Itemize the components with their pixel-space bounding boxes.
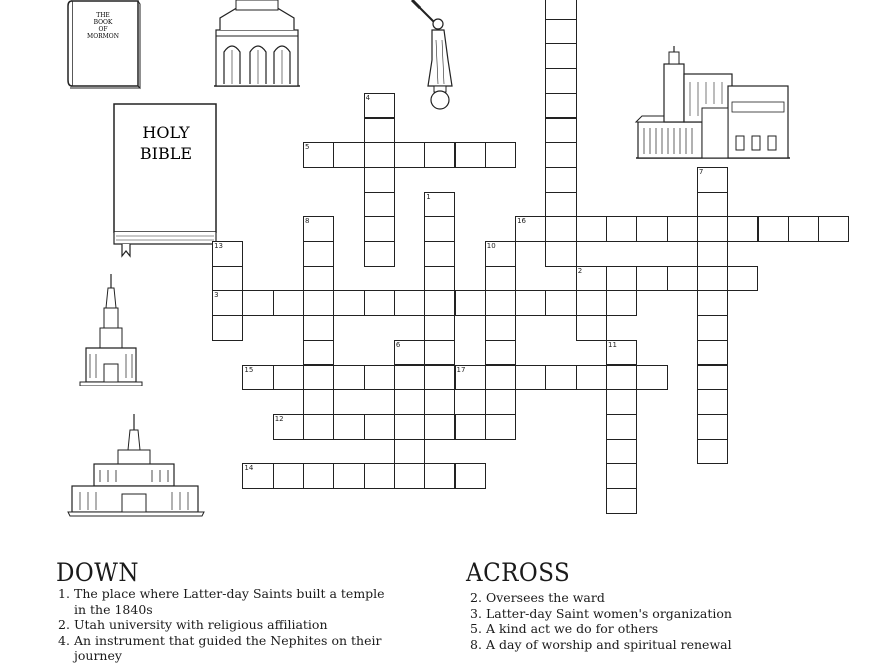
bible-title-line: BIBLE xyxy=(139,144,193,163)
crossword-cell[interactable] xyxy=(424,266,455,292)
clue-item xyxy=(58,617,398,633)
crossword-cell[interactable] xyxy=(333,142,364,168)
crossword-cell[interactable] xyxy=(606,266,637,292)
crossword-cell[interactable] xyxy=(697,439,728,465)
crossword-cell[interactable] xyxy=(545,216,576,242)
clue-number-label: 7 xyxy=(698,167,704,176)
crossword-cell[interactable] xyxy=(424,365,455,391)
clue-number-label: 10 xyxy=(486,242,496,250)
crossword-cell[interactable] xyxy=(515,216,546,242)
crossword-cell[interactable] xyxy=(364,414,395,440)
crossword-cell[interactable] xyxy=(303,463,334,489)
crossword-cell[interactable] xyxy=(545,241,576,267)
clue-number-label: 6 xyxy=(395,340,401,349)
crossword-cell[interactable] xyxy=(545,43,576,69)
crossword-cell[interactable] xyxy=(364,241,395,267)
crossword-cell[interactable] xyxy=(606,290,637,316)
crossword-cell[interactable] xyxy=(394,463,425,489)
crossword-cell[interactable] xyxy=(697,389,728,415)
crossword-cell[interactable] xyxy=(394,142,425,168)
crossword-cell[interactable] xyxy=(212,290,243,316)
crossword-cell[interactable] xyxy=(697,266,728,292)
crossword-cell[interactable] xyxy=(545,0,576,20)
clue-number-label: 4 xyxy=(365,93,371,102)
crossword-cell[interactable] xyxy=(667,216,698,242)
crossword-cell[interactable] xyxy=(333,414,364,440)
crossword-cell[interactable] xyxy=(364,167,395,193)
crossword-cell[interactable] xyxy=(424,463,455,489)
bible-title-line: HOLY xyxy=(142,123,190,142)
clue-number: 8. xyxy=(470,636,482,652)
clue-number-label: 11 xyxy=(608,340,617,349)
crossword-cell[interactable] xyxy=(545,19,576,45)
across-heading: ACROSS xyxy=(466,558,571,587)
clue-text: Latter-day Saint women's organization xyxy=(486,605,732,621)
clue-number-label: 1 xyxy=(426,192,431,201)
clue-text: The place where Latter-day Saints built a temple in the 1840s xyxy=(74,586,385,617)
crossword-cell[interactable] xyxy=(697,290,728,316)
clue-number-label: 13 xyxy=(214,242,224,250)
crossword-cell[interactable] xyxy=(424,389,455,415)
crossword-cell[interactable] xyxy=(273,290,304,316)
crossword-cell[interactable] xyxy=(545,167,576,193)
crossword-cell[interactable] xyxy=(364,365,395,391)
crossword-cell[interactable] xyxy=(667,266,698,292)
clue-text: A day of worship and spiritual renewal xyxy=(486,636,732,652)
book-title-line: THE xyxy=(96,12,110,19)
crossword-cell[interactable] xyxy=(576,290,607,316)
crossword-cell[interactable] xyxy=(576,266,607,292)
crossword-cell[interactable] xyxy=(788,216,819,242)
crossword-cell[interactable] xyxy=(455,463,486,489)
crossword-cell[interactable] xyxy=(758,216,789,242)
crossword-cell[interactable] xyxy=(485,266,516,292)
crossword-cell[interactable] xyxy=(303,340,334,366)
crossword-cell[interactable] xyxy=(545,290,576,316)
crossword-cell[interactable] xyxy=(303,216,334,242)
crossword-cell[interactable] xyxy=(364,463,395,489)
crossword-cell[interactable] xyxy=(303,315,334,341)
clue-number-label: 8 xyxy=(305,217,310,226)
crossword-cell[interactable] xyxy=(424,142,455,168)
crossword-cell[interactable] xyxy=(242,463,273,489)
crossword-cell[interactable] xyxy=(424,414,455,440)
crossword-cell[interactable] xyxy=(545,118,576,144)
book-title-line: BOOK xyxy=(93,19,113,26)
crossword-cell[interactable] xyxy=(636,216,667,242)
crossword-cell[interactable] xyxy=(606,216,637,242)
crossword-cell[interactable] xyxy=(394,439,425,465)
crossword-cell[interactable] xyxy=(515,365,546,391)
crossword-cell[interactable] xyxy=(394,365,425,391)
clue-text: A kind act we do for others xyxy=(486,621,659,636)
clue-number: 5. xyxy=(470,621,482,636)
clue-number-label: 3 xyxy=(214,291,219,300)
crossword-cell[interactable] xyxy=(606,463,637,489)
crossword-cell[interactable] xyxy=(636,266,667,292)
clue-number: 1. xyxy=(58,586,70,601)
clue-text: An instrument that guided the Nephites on their journey xyxy=(74,632,382,663)
clue-number: 2. xyxy=(58,617,70,632)
crossword-cell[interactable] xyxy=(697,241,728,267)
clue-number-label: 17 xyxy=(456,365,466,374)
crossword-cell[interactable] xyxy=(697,216,728,242)
crossword-cell[interactable] xyxy=(394,414,425,440)
crossword-cell[interactable] xyxy=(455,142,486,168)
crossword-cell[interactable] xyxy=(303,389,334,415)
crossword-cell[interactable] xyxy=(303,290,334,316)
down-heading: DOWN xyxy=(56,558,139,587)
crossword-cell[interactable] xyxy=(727,266,758,292)
crossword-cell[interactable] xyxy=(485,389,516,415)
crossword-cell[interactable] xyxy=(212,241,243,267)
crossword-cell[interactable] xyxy=(697,315,728,341)
crossword-cell[interactable] xyxy=(697,340,728,366)
across-clue-list xyxy=(470,590,870,652)
crossword-cell[interactable] xyxy=(606,488,637,514)
clue-text: Utah university with religious affiliation xyxy=(74,617,328,632)
crossword-cell[interactable] xyxy=(364,118,395,144)
crossword-cell[interactable] xyxy=(424,192,455,218)
crossword-cell[interactable] xyxy=(545,68,576,94)
crossword-cell[interactable] xyxy=(606,439,637,465)
crossword-cell[interactable] xyxy=(485,414,516,440)
crossword-cell[interactable] xyxy=(697,365,728,391)
crossword-cell[interactable] xyxy=(576,365,607,391)
crossword-cell[interactable] xyxy=(727,216,758,242)
crossword-cell[interactable] xyxy=(364,93,395,119)
crossword-cell[interactable] xyxy=(273,414,304,440)
clue-number-label: 5 xyxy=(305,143,310,152)
crossword-cell[interactable] xyxy=(333,290,364,316)
crossword-cell[interactable] xyxy=(424,290,455,316)
crossword-cell[interactable] xyxy=(697,167,728,193)
crossword-cell[interactable] xyxy=(606,389,637,415)
crossword-cell[interactable] xyxy=(364,192,395,218)
book-title-line: MORMON xyxy=(87,33,119,40)
clue-number-label: 16 xyxy=(517,217,527,226)
crossword-cell[interactable] xyxy=(455,290,486,316)
crossword-cell[interactable] xyxy=(424,315,455,341)
clue-item xyxy=(58,633,398,664)
crossword-cell[interactable] xyxy=(485,365,516,391)
crossword-cell[interactable] xyxy=(697,192,728,218)
clue-number-label: 12 xyxy=(274,414,284,423)
crossword-cell[interactable] xyxy=(455,414,486,440)
crossword-cell[interactable] xyxy=(636,365,667,391)
clue-number: 4. xyxy=(58,632,70,648)
clue-number-label: 14 xyxy=(244,464,254,473)
crossword-cell[interactable] xyxy=(576,216,607,242)
crossword-cell[interactable] xyxy=(303,365,334,391)
crossword-cell[interactable] xyxy=(364,216,395,242)
crossword-cell[interactable] xyxy=(576,315,607,341)
book-title-line: OF xyxy=(98,26,108,33)
crossword-cell[interactable] xyxy=(455,365,486,391)
crossword-cell[interactable] xyxy=(333,463,364,489)
crossword-cell[interactable] xyxy=(303,266,334,292)
clue-item xyxy=(58,586,398,617)
crossword-cell[interactable] xyxy=(485,290,516,316)
crossword-cell[interactable] xyxy=(364,290,395,316)
crossword-cell[interactable] xyxy=(273,365,304,391)
crossword-cell[interactable] xyxy=(485,241,516,267)
crossword-cell[interactable] xyxy=(515,290,546,316)
crossword-cell[interactable] xyxy=(333,365,364,391)
crossword-cell[interactable] xyxy=(697,414,728,440)
clue-item xyxy=(470,621,870,637)
crossword-cell[interactable] xyxy=(545,93,576,119)
crossword-cell[interactable] xyxy=(424,241,455,267)
down-clue-list xyxy=(58,586,398,664)
crossword-cell[interactable] xyxy=(545,365,576,391)
crossword-cell[interactable] xyxy=(424,340,455,366)
crossword-cell[interactable] xyxy=(394,389,425,415)
crossword-cell[interactable] xyxy=(606,365,637,391)
crossword-cell[interactable] xyxy=(303,241,334,267)
clue-item xyxy=(470,637,870,653)
clue-item xyxy=(470,606,870,622)
crossword-cell[interactable] xyxy=(606,414,637,440)
crossword-cell[interactable] xyxy=(273,463,304,489)
crossword-cell[interactable] xyxy=(303,142,334,168)
clue-item xyxy=(470,590,870,606)
crossword-cell[interactable] xyxy=(394,290,425,316)
crossword-cell[interactable] xyxy=(545,142,576,168)
crossword-cell[interactable] xyxy=(242,290,273,316)
clue-text: Oversees the ward xyxy=(486,590,605,605)
crossword-cell[interactable] xyxy=(424,216,455,242)
crossword-cell[interactable] xyxy=(212,266,243,292)
crossword-cell[interactable] xyxy=(545,192,576,218)
crossword-cell[interactable] xyxy=(485,340,516,366)
clue-number-label: 2 xyxy=(577,266,583,275)
crossword-cell[interactable] xyxy=(364,142,395,168)
clue-number: 2. xyxy=(470,590,482,605)
crossword-cell[interactable] xyxy=(303,414,334,440)
crossword-cell[interactable] xyxy=(606,340,637,366)
crossword-cell[interactable] xyxy=(242,365,273,391)
clue-number-label: 15 xyxy=(244,365,254,374)
crossword-cell[interactable] xyxy=(212,315,243,341)
crossword-cell[interactable] xyxy=(818,216,849,242)
crossword-cell[interactable] xyxy=(485,142,516,168)
crossword-cell[interactable] xyxy=(394,340,425,366)
crossword-cell[interactable] xyxy=(485,315,516,341)
clue-number: 3. xyxy=(470,605,482,621)
